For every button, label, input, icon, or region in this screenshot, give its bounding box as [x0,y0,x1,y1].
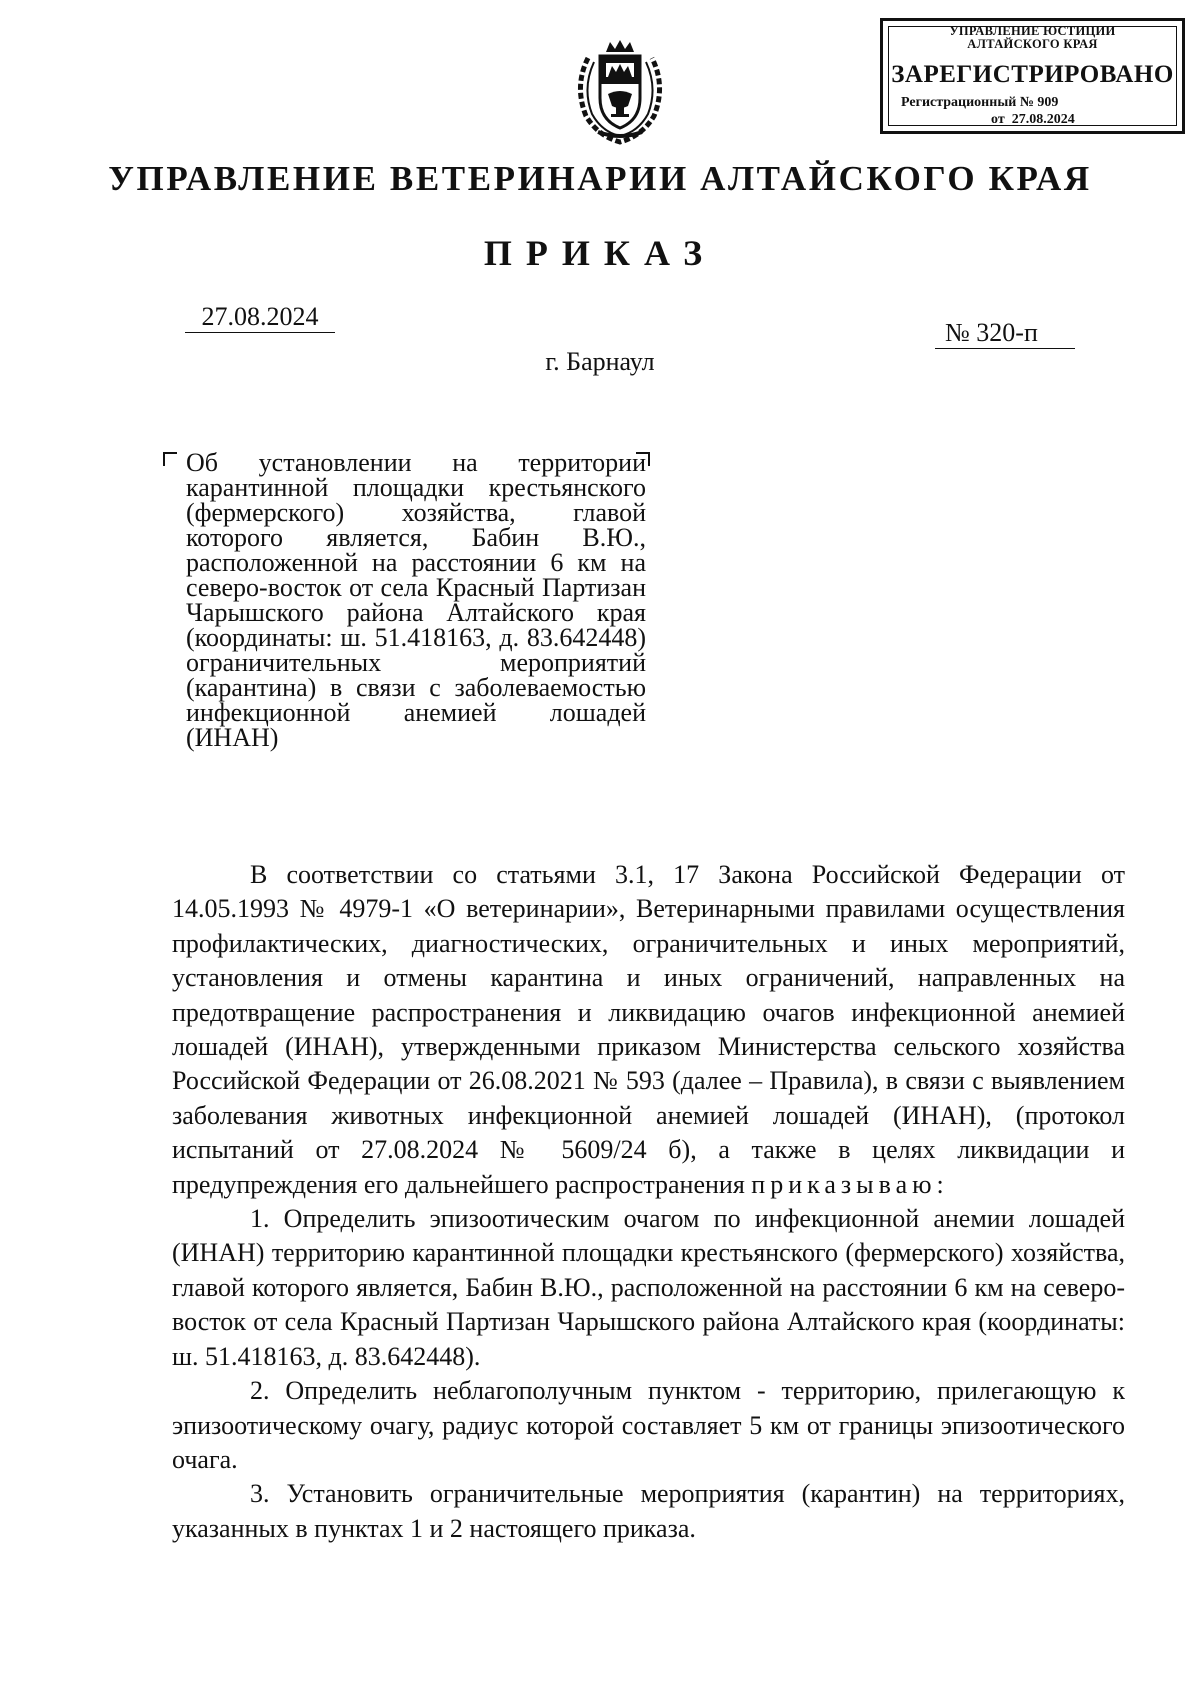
order-number: № 320-п [945,318,1038,347]
stamp-organization: УПРАВЛЕНИЕ ЮСТИЦИИ АЛТАЙСКОГО КРАЯ [949,24,1116,51]
order-body [172,858,1125,1546]
order-item: 1. Определить эпизоотическим очагом по инфекционной анемии лошадей (ИНАН) территорию карантинной площадки крестьянского (фермерского) хозяйства, главой которого является, Бабин В.Ю., расположенной на расстоянии 6 км на северо-восток от села Красный Партизан Чарышского района Алтайского края (координаты: ш. 51.418163, д. 83.642448). [172,1204,1125,1371]
coat-of-arms-emblem [568,36,672,148]
stamp-registration-number: Регистрационный № 909 [901,95,1059,110]
preamble-paragraph [172,858,1125,1202]
order-word: приказываю: [751,1169,949,1199]
preamble-text: В соответствии со статьями 3.1, 17 Закона Российской Федерации от 14.05.1993 № 4979-1 «О ветеринарии», Ветеринарными правилами осуществления профилактических, диагностических, ограничительных и иных мероприятий, установления и отмены карантина и иных ограничений, направленных на предотвращение распространения и ликвидацию очагов инфекционной анемией лошадей (ИНАН), утвержденными приказом Министерства сельского хозяйства Российской Федерации от 26.08.2021 № 593 (далее – Правила), в связи с выявлением заболевания животных инфекционной анемией лошадей (ИНАН), (протокол испытаний от 27.08.2024 № 5609/24 б), а также в целях ликвидации и предупреждения его дальнейшего распространения [172,860,1125,1199]
order-item: 3. Установить ограничительные мероприятия (карантин) на территориях, указанных в пунктах 1 и 2 настоящего приказа. [172,1479,1125,1543]
order-date: 27.08.2024 [201,302,319,331]
registration-stamp [880,18,1185,134]
order-subject: Об установлении на территории карантинной площадки крестьянского (фермерского) хозяйства, главой которого является, Бабин В.Ю., расположенной на расстоянии 6 км на северо-восток от села Красный Партизан Чарышского района Алтайского края (координаты: ш. 51.418163, д. 83.642448) ограничительных мероприятий (карантина) в связи с заболеваемостью инфекционной анемией лошадей (ИНАН) [186,448,646,752]
organization-title: УПРАВЛЕНИЕ ВЕТЕРИНАРИИ АЛТАЙСКОГО КРАЯ [108,159,1092,198]
document-type: ПРИКАЗ [483,233,717,273]
city: г. Барнаул [545,347,655,376]
order-date-field [185,302,335,333]
order-item: 2. Определить неблагополучным пунктом - территорию, прилегающую к эпизоотическому очагу, радиус которой составляет 5 км от границы эпизоотического очага. [172,1376,1125,1474]
subject-corner-left [163,452,177,466]
order-number-field [935,318,1075,349]
stamp-status: ЗАРЕГИСТРИРОВАНО [891,61,1174,88]
stamp-date: от 27.08.2024 [991,112,1075,127]
